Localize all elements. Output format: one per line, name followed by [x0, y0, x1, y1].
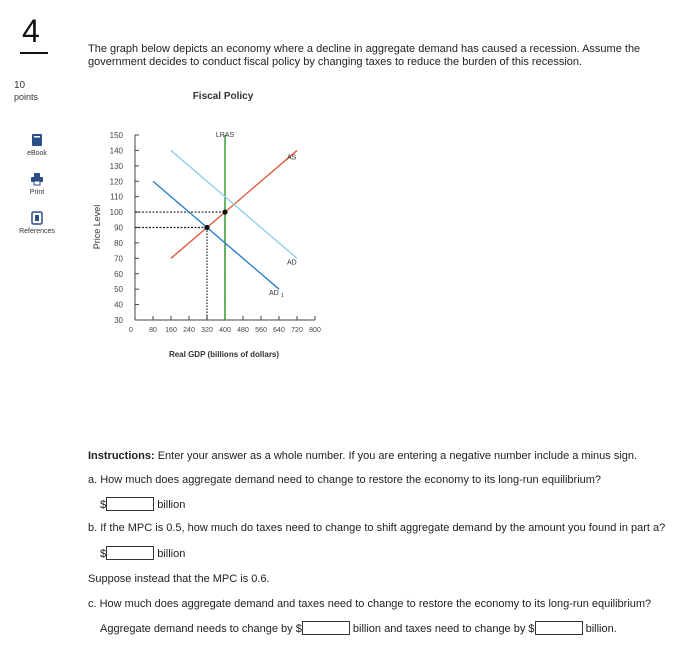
x-tick-label: 0 — [129, 327, 133, 334]
y-tick-label: 140 — [109, 146, 123, 156]
x-tick-label: 560 — [255, 327, 267, 334]
part-a-answer-row — [100, 497, 185, 511]
points-value: 10 — [14, 80, 26, 91]
y-tick-label: 30 — [114, 316, 123, 325]
x-tick-label: 240 — [183, 327, 195, 334]
x-axis-label: Real GDP (billions of dollars) — [168, 350, 280, 359]
x-tick-label: 480 — [237, 327, 249, 334]
x-tick-label: 720 — [291, 327, 303, 334]
instructions-label: Instructions: — [88, 450, 155, 462]
x-tick-label: 400 — [219, 327, 231, 334]
y-tick-label: 70 — [114, 254, 123, 264]
ad-label: AD — [287, 259, 297, 267]
part-c-ad-change-input[interactable] — [302, 621, 350, 635]
part-c-text-1: Aggregate demand needs to change by $ — [100, 623, 302, 635]
suppose-mpc-text: Suppose instead that the MPC is 0.6. — [88, 573, 270, 585]
x-tick-label: 80 — [149, 327, 157, 334]
part-b-dollar: $ — [100, 548, 107, 560]
chart-title: Fiscal Policy — [192, 91, 254, 102]
equilibrium-point — [222, 209, 227, 214]
y-tick-label: 90 — [114, 223, 123, 233]
part-c-question: c. How much does aggregate demand and taxes need to change to restore the economy to its long-run equilibrium? — [88, 598, 652, 610]
y-tick-label: 50 — [114, 285, 123, 295]
part-b-answer-input[interactable] — [106, 546, 154, 560]
instructions-text: Enter your answer as a whole number. If you are entering a negative number include a minus sign. — [157, 450, 638, 462]
equilibrium-point — [204, 225, 209, 230]
references-label: References — [19, 228, 55, 235]
part-b-answer-row — [100, 546, 185, 560]
part-a-answer-input[interactable] — [106, 497, 154, 511]
y-tick-label: 150 — [109, 131, 123, 140]
part-c-text-2: billion and taxes need to change by $ — [352, 623, 535, 635]
y-tick-label: 120 — [109, 177, 123, 187]
question-number: 4 — [22, 13, 40, 49]
y-tick-label: 110 — [110, 192, 123, 202]
y-tick-label: 130 — [109, 161, 123, 171]
y-tick-label: 100 — [109, 208, 123, 218]
y-tick-label: 80 — [114, 238, 123, 248]
part-a-question: a. How much does aggregate demand need to change to restore the economy to its long-run equilibrium? — [88, 474, 602, 486]
part-a-dollar: $ — [100, 499, 107, 511]
ad1-label: AD — [269, 290, 279, 298]
y-tick-label: 60 — [114, 269, 123, 279]
ad1-subscript: 1 — [281, 293, 284, 300]
part-b-unit: billion — [157, 548, 186, 560]
as-label: AS — [287, 154, 297, 162]
instructions — [88, 450, 637, 462]
print-label: Print — [29, 189, 45, 196]
lras-label: LRAS — [215, 132, 235, 139]
x-tick-label: 800 — [309, 327, 321, 334]
part-c-tax-change-input[interactable] — [535, 621, 583, 635]
ad-1-curve — [153, 181, 279, 289]
question-intro: The graph below depicts an economy where a decline in aggregate demand has caused a recession. Assume the government decides to conduct fiscal policy by changing taxes to reduce the burden of this recession. — [88, 43, 641, 68]
part-c-answer-row — [100, 621, 617, 635]
points-label: points — [14, 92, 39, 102]
x-tick-label: 320 — [201, 327, 213, 334]
y-tick-label: 40 — [114, 300, 123, 310]
part-b-question: b. If the MPC is 0.5, how much do taxes need to change to shift aggregate demand by the amount you found in part a? — [88, 522, 666, 534]
part-a-unit: billion — [157, 499, 186, 511]
part-c-text-3: billion. — [585, 623, 617, 635]
x-tick-label: 160 — [165, 327, 177, 334]
x-tick-label: 640 — [273, 327, 285, 334]
y-axis-label: Price Level — [92, 204, 102, 250]
ebook-label: eBook — [27, 150, 47, 157]
